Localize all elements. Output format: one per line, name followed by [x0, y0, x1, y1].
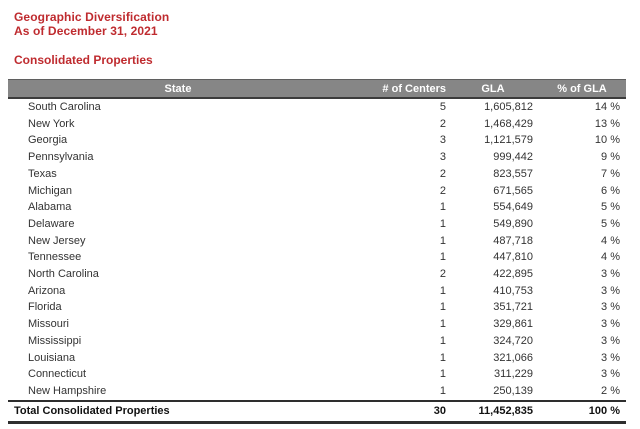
table-row [8, 333, 626, 350]
state-cell: Delaware [28, 217, 75, 230]
table-row [8, 350, 626, 367]
table-row [8, 233, 626, 250]
gla-cell: 410,753 [493, 284, 533, 297]
num-centers-cell: 1 [439, 368, 446, 381]
gla-cell: 671,565 [493, 184, 533, 197]
column-header-pct-of-gla: % of GLA [538, 80, 626, 99]
state-cell: New Hampshire [28, 384, 107, 397]
table-row [8, 216, 626, 233]
table-row [8, 249, 626, 266]
gla-cell: 549,890 [493, 217, 533, 230]
pct-of-gla-cell: 4 % [601, 251, 620, 264]
num-centers-cell: 2 [439, 184, 446, 197]
state-cell: Tennessee [28, 251, 82, 264]
column-header-num-centers: # of Centers [348, 80, 448, 99]
table-row [8, 266, 626, 283]
pct-of-gla-cell: 5 % [601, 201, 620, 214]
table-row [8, 199, 626, 216]
state-cell: Pennsylvania [28, 151, 94, 164]
state-cell: Florida [28, 301, 62, 314]
table-row [8, 299, 626, 316]
geographic-diversification-table [8, 79, 626, 424]
gla-cell: 823,557 [493, 167, 533, 180]
num-centers-cell: 1 [439, 301, 446, 314]
gla-cell: 324,720 [493, 334, 533, 347]
num-centers-cell: 2 [439, 167, 446, 180]
pct-of-gla-cell: 3 % [601, 284, 620, 297]
state-cell: Connecticut [28, 368, 87, 381]
gla-cell: 250,139 [493, 384, 533, 397]
column-header-state: State [8, 80, 348, 99]
gla-cell: 554,649 [493, 201, 533, 214]
gla-cell: 329,861 [493, 318, 533, 331]
pct-of-gla-cell: 9 % [601, 151, 620, 164]
column-header-gla: GLA [448, 80, 538, 99]
num-centers-cell: 1 [439, 351, 446, 364]
gla-cell: 487,718 [493, 234, 533, 247]
table-row [8, 149, 626, 166]
document-title [14, 10, 626, 38]
state-cell: Michigan [28, 184, 73, 197]
pct-of-gla-cell: 3 % [601, 334, 620, 347]
title-line-2: As of December 31, 2021 [14, 24, 158, 38]
num-centers-cell: 5 [348, 98, 448, 116]
num-centers-cell: 1 [439, 318, 446, 331]
pct-of-gla-cell: 14 % [538, 98, 626, 116]
num-centers-cell: 1 [439, 284, 446, 297]
table-row [8, 116, 626, 133]
table-row [8, 316, 626, 333]
gla-cell: 447,810 [493, 251, 533, 264]
table-row [8, 166, 626, 183]
gla-cell: 999,442 [493, 151, 533, 164]
gla-cell: 311,229 [494, 368, 533, 381]
title-line-1: Geographic Diversification [14, 10, 170, 24]
pct-of-gla-cell: 3 % [601, 368, 620, 381]
gla-cell: 1,605,812 [448, 98, 538, 116]
table-row [8, 183, 626, 200]
total-row [8, 401, 626, 423]
pct-of-gla-cell: 7 % [601, 167, 620, 180]
state-cell: South Carolina [8, 98, 348, 116]
pct-of-gla-cell: 5 % [601, 217, 620, 230]
table-row [8, 98, 626, 116]
pct-of-gla-cell: 3 % [601, 318, 620, 331]
table-row [8, 383, 626, 401]
state-cell: Texas [28, 167, 57, 180]
gla-cell: 1,121,579 [484, 134, 533, 147]
state-cell: Missouri [28, 318, 69, 331]
pct-of-gla-cell: 3 % [601, 268, 620, 281]
pct-of-gla-cell: 4 % [601, 234, 620, 247]
gla-cell: 422,895 [493, 268, 533, 281]
table-row [8, 132, 626, 149]
state-cell: Arizona [28, 284, 66, 297]
gla-cell: 321,066 [493, 351, 533, 364]
pct-of-gla-cell: 10 % [594, 134, 620, 147]
pct-of-gla-cell: 6 % [601, 184, 620, 197]
total-pct-of-gla: 100 % [538, 401, 626, 423]
table-row [8, 283, 626, 300]
gla-cell: 351,721 [493, 301, 533, 314]
total-gla: 11,452,835 [448, 401, 538, 423]
num-centers-cell: 3 [439, 134, 446, 147]
num-centers-cell: 1 [439, 384, 446, 397]
state-cell: Mississippi [28, 334, 82, 347]
table-header-row [8, 80, 626, 99]
state-cell: New York [28, 117, 75, 130]
num-centers-cell: 1 [439, 201, 446, 214]
table-row [8, 366, 626, 383]
total-label: Total Consolidated Properties [8, 401, 348, 423]
num-centers-cell: 2 [439, 117, 446, 130]
gla-cell: 1,468,429 [484, 117, 533, 130]
section-label: Consolidated Properties [14, 53, 153, 67]
state-cell: New Jersey [28, 234, 86, 247]
num-centers-cell: 1 [439, 234, 446, 247]
pct-of-gla-cell: 3 % [601, 301, 620, 314]
total-num-centers: 30 [348, 401, 448, 423]
num-centers-cell: 1 [439, 217, 446, 230]
pct-of-gla-cell: 13 % [594, 117, 620, 130]
state-cell: Louisiana [28, 351, 76, 364]
num-centers-cell: 1 [439, 334, 446, 347]
pct-of-gla-cell: 2 % [601, 384, 620, 397]
state-cell: Georgia [28, 134, 68, 147]
state-cell: North Carolina [28, 268, 99, 281]
state-cell: Alabama [28, 201, 72, 214]
num-centers-cell: 3 [439, 151, 446, 164]
pct-of-gla-cell: 3 % [601, 351, 620, 364]
num-centers-cell: 2 [439, 268, 446, 281]
num-centers-cell: 1 [439, 251, 446, 264]
